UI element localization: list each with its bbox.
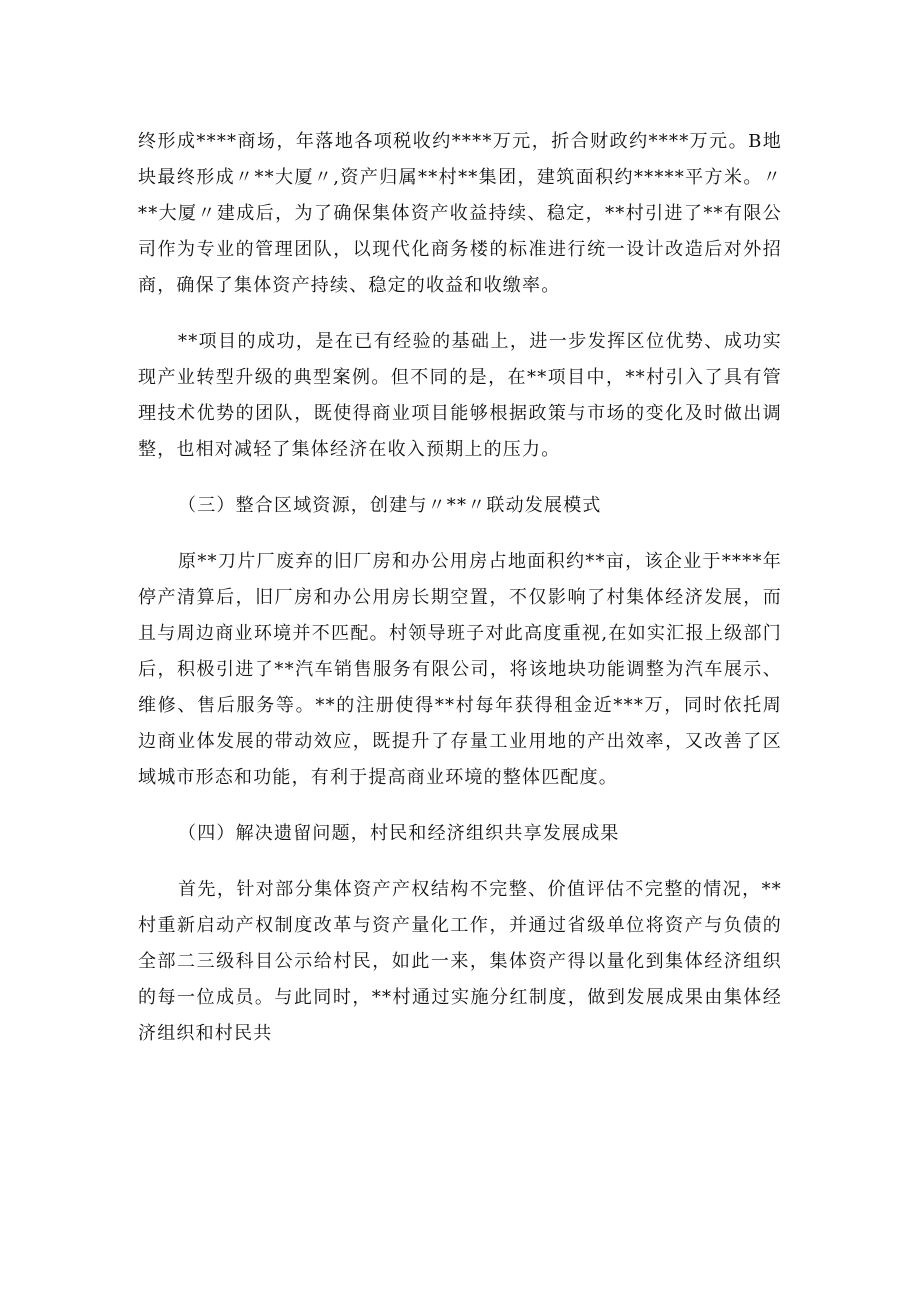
section-heading-4: （四）解决遗留问题，村民和经济组织共享发展成果	[178, 823, 620, 844]
document-body	[138, 124, 782, 1072]
paragraph-continuation: 终形成****商场，年落地各项税收约****万元，折合财政约****万元。B地块最终形成〃**大厦〃,资产归属**村**集团，建筑面积约*****平方米。〃**大厦〃建成后，为了确保集体资产收益持续、稳定，**村引进了**有限公司作为专业的管理团队，以现代化商务楼的标准进行统一设计改造后对外招商，确保了集体资产持续、稳定的收益和收缴率。	[138, 131, 782, 296]
paragraph-property-reform: 首先，针对部分集体资产产权结构不完整、价值评估不完整的情况，**村重新启动产权制度改革与资产量化工作，并通过省级单位将资产与负债的全部二三级科目公示给村民，如此一来，集体资产得以量化到集体经济组织的每一位成员。与此同时，**村通过实施分红制度，做到发展成果由集体经济组织和村民共	[138, 879, 782, 1044]
paragraph-project-success: **项目的成功，是在已有经验的基础上，进一步发挥区位优势、成功实现产业转型升级的典型案例。但不同的是，在**项目中，**村引入了具有管理技术优势的团队，既使得商业项目能够根据政策与市场的变化及时做出调整，也相对减轻了集体经济在收入预期上的压力。	[138, 331, 782, 460]
section-heading-3: （三）整合区域资源，创建与〃**〃联动发展模式	[178, 495, 602, 516]
paragraph-factory-reuse: 原**刀片厂废弃的旧厂房和办公用房占地面积约**亩，该企业于****年停产清算后，旧厂房和办公用房长期空置，不仅影响了村集体经济发展，而且与周边商业环境并不匹配。村领导班子对此高度重视,在如实汇报上级部门后，积极引进了**汽车销售服务有限公司，将该地块功能调整为汽车展示、维修、售后服务等。**的注册使得**村每年获得租金近***万，同时依托周边商业体发展的带动效应，既提升了存量工业用地的产出效率，又改善了区域城市形态和功能，有利于提高商业环境的整体匹配度。	[138, 551, 782, 788]
